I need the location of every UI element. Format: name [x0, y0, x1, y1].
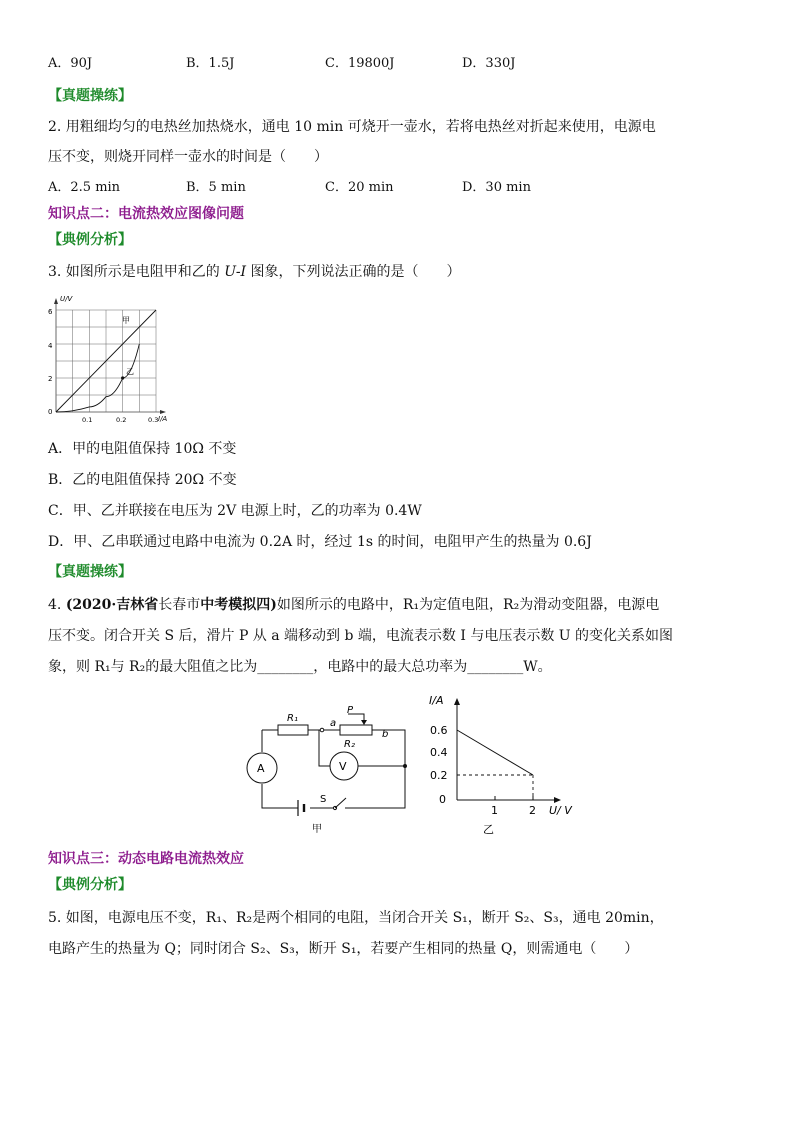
iu-x-arrow	[554, 797, 561, 803]
q2-stem-line2: 压不变，则烧开同样一壶水的时间是（ ）	[48, 149, 328, 165]
q4-stem-line2: 压不变。闭合开关 S 后，滑片 P 从 a 端移动到 b 端，电流表示数 I 与电压表示数 U 的变化关系如图	[48, 628, 674, 644]
section-example-analysis-2: 【典例分析】	[48, 877, 132, 893]
iu-x-tick-2: 2	[529, 804, 536, 817]
circuit-diagram	[240, 700, 415, 840]
iu-caption: 乙	[483, 823, 494, 836]
iu-y-tick-0.4: 0.4	[430, 746, 448, 759]
iu-y-tick-0: 0	[439, 793, 446, 806]
q1-option-d: D．330J	[462, 56, 516, 71]
circuit-caption: 甲	[312, 824, 322, 835]
ui-y-tick-6: 6	[48, 308, 53, 316]
q3-option-c: C．甲、乙并联接在电压为 2V 电源上时，乙的功率为 0.4W	[48, 503, 422, 519]
slider-arrow-icon	[361, 720, 367, 725]
ui-y-arrow	[54, 298, 58, 304]
q3-stem	[48, 263, 461, 281]
iu-graph	[425, 690, 585, 840]
ui-graph	[44, 290, 174, 430]
q1-option-b: B．1.5J	[186, 56, 235, 71]
section-knowledge-3: 知识点三：动态电路电流热效应	[48, 851, 244, 867]
r2-rheostat	[340, 725, 372, 735]
q5-stem-line2: 电路产生的热量为 Q；同时闭合 S₂、S₃，断开 S₁，若要产生相同的热量 Q，则需通电（ ）	[48, 941, 639, 957]
terminal-a	[320, 728, 324, 732]
label-switch: S	[320, 794, 327, 805]
q4-num: 4.	[48, 597, 66, 613]
q4-source-bold2: 中考模拟四)	[200, 597, 277, 613]
section-knowledge-2: 知识点二：电流热效应图像问题	[48, 206, 244, 222]
q4-line1-rest: 如图所示的电路中，R₁为定值电阻，R₂为滑动变阻器，电源电	[276, 597, 660, 613]
label-voltmeter: V	[339, 760, 347, 773]
q4-source-mid: 长春市	[158, 597, 201, 613]
ui-point-yi	[121, 376, 124, 379]
q3-option-a: A．甲的电阻值保持 10Ω 不变	[48, 441, 237, 457]
iu-series-line	[457, 730, 533, 775]
q2-option-a: A．2.5 min	[48, 180, 121, 195]
label-p: P	[347, 705, 354, 716]
q1-option-c: C．19800J	[325, 56, 395, 71]
q1-option-a: A．90J	[48, 56, 93, 71]
label-b: b	[382, 729, 389, 740]
q3-option-b: B．乙的电阻值保持 20Ω 不变	[48, 472, 237, 488]
ui-x-arrow	[160, 410, 166, 414]
ui-x-label: I/A	[158, 415, 168, 423]
ui-label-yi: 乙	[126, 367, 134, 376]
q2-option-b: B．5 min	[186, 180, 246, 195]
ui-y-tick-0: 0	[48, 408, 53, 416]
label-ammeter: A	[257, 762, 265, 775]
ui-y-label: U/V	[60, 295, 73, 303]
q4-stem-line3: 象，则 R₁与 R₂的最大阻值之比为________，电路中的最大总功率为________W。	[48, 659, 552, 675]
q4-stem-line1	[48, 596, 659, 614]
section-real-practice-1: 【真题操练】	[48, 88, 132, 104]
ui-x-tick-0.2: 0.2	[116, 416, 127, 424]
ui-y-tick-4: 4	[48, 342, 53, 350]
q4-source-bold1: (2020·吉林省	[65, 597, 159, 613]
r1-resistor	[278, 725, 308, 735]
q2-stem-line1: 2. 用粗细均匀的电热丝加热烧水，通电 10 min 可烧开一壶水，若将电热丝对折起来使用，电源电	[48, 119, 656, 135]
iu-y-arrow	[454, 698, 460, 705]
iu-y-tick-0.6: 0.6	[430, 724, 448, 737]
junction-dot	[403, 764, 407, 768]
section-example-analysis-1: 【典例分析】	[48, 232, 132, 248]
label-r2: R₂	[344, 739, 355, 750]
iu-x-tick-1: 1	[491, 804, 498, 817]
ui-x-tick-0.3: 0.3	[148, 416, 159, 424]
label-r1: R₁	[287, 713, 298, 724]
iu-x-label: U/ V	[549, 804, 572, 817]
switch-s	[335, 798, 346, 808]
q3-option-d: D．甲、乙串联通过电路中电流为 0.2A 时，经过 1s 的时间，电阻甲产生的热量为 0.6J	[48, 534, 592, 550]
q5-stem-line1: 5. 如图，电源电压不变，R₁、R₂是两个相同的电阻，当闭合开关 S₁，断开 S₂、S₃，通电 20min，	[48, 910, 664, 926]
ui-x-tick-0.1: 0.1	[82, 416, 93, 424]
ui-y-tick-2: 2	[48, 375, 53, 383]
q3-stem-post: 图象，下列说法正确的是（ ）	[246, 264, 461, 280]
q3-stem-ui: U-I	[224, 264, 247, 280]
ui-label-jia: 甲	[122, 316, 130, 325]
iu-y-tick-0.2: 0.2	[430, 769, 448, 782]
section-real-practice-2: 【真题操练】	[48, 564, 132, 580]
q3-stem-pre: 3. 如图所示是电阻甲和乙的	[48, 264, 225, 280]
iu-y-label: I/A	[429, 694, 444, 707]
q2-option-c: C．20 min	[325, 180, 394, 195]
label-a: a	[330, 718, 337, 729]
q2-option-d: D．30 min	[462, 180, 531, 195]
